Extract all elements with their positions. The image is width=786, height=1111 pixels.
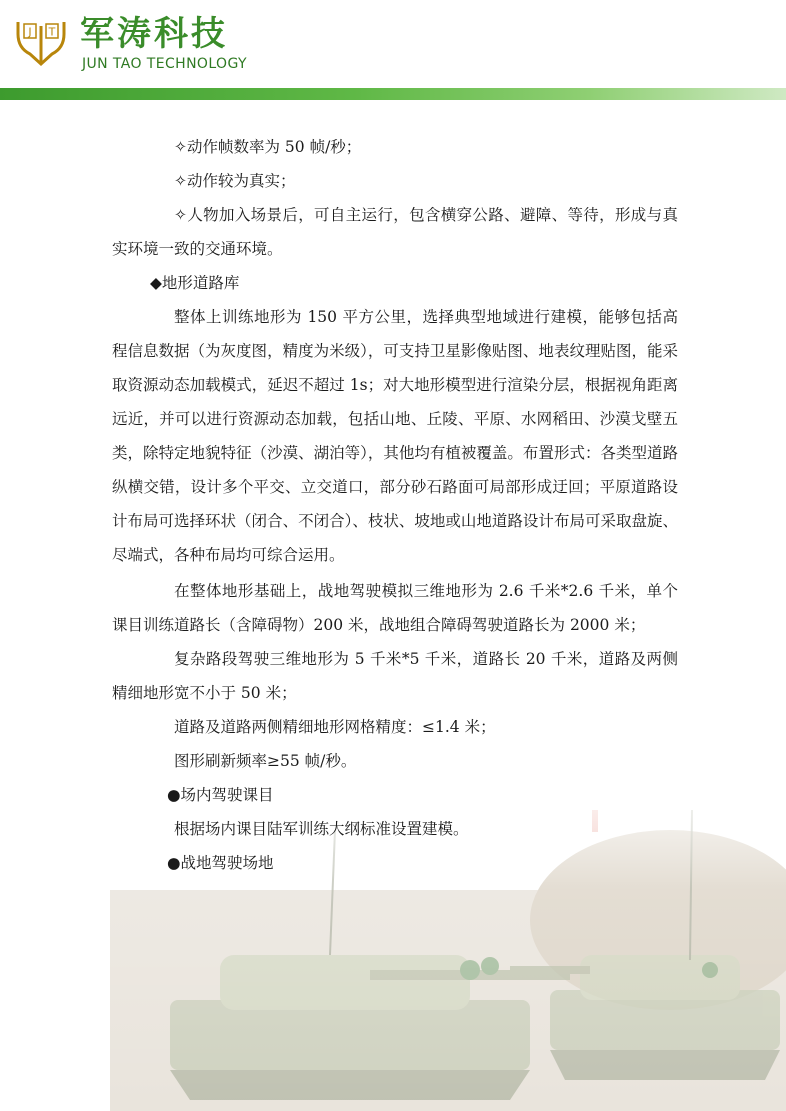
brand-name-cn: 军涛科技 xyxy=(80,14,228,54)
logo-letter-j: J xyxy=(28,25,32,39)
section-heading-battlefield-site: ●战地驾驶场地 xyxy=(167,854,274,872)
company-logo-icon xyxy=(10,18,72,70)
paragraph-terrain-overview: 整体上训练地形为 150 平方公里，选择典型地域进行建模，能够包括高程信息数据（为灰度图，精度为米级），可支持卫星影像贴图、地表纹理贴图，能采取资源动态加载模式，延迟不超过 1s；对大地形模型进行渲染分层，根据视角距离远近，并可以进行资源动态加载，包括山地、丘陵、平原、水网稻田、沙漠戈壁五类，除特定地貌特征（沙漠、湖泊等），其他均有植被覆盖。布置形式：各类型道路纵横交错，设计多个平交、立交道口，部分砂石路面可局部形成迂回；平原道路设计布局可选择环状（闭合、不闭合）、枝状、坡地或山地道路设计布局可采取盘旋、尽端式，各种布局均可综合运用。 xyxy=(112,308,678,564)
paragraph-traffic: ✧人物加入场景后，可自主运行，包含横穿公路、避障、等待，形成与真实环境一致的交通环境。 xyxy=(112,206,678,258)
section-heading-field-driving: ●场内驾驶课目 xyxy=(167,786,274,804)
paragraph-field-modeling: 根据场内课目陆军训练大纲标准设置建模。 xyxy=(174,820,469,838)
paragraph-mesh-precision: 道路及道路两侧精细地形网格精度：≤1.4 米； xyxy=(174,718,496,736)
document-body xyxy=(112,130,678,880)
brand-name-en: JUN TAO TECHNOLOGY xyxy=(82,56,247,72)
paragraph-refresh-rate: 图形刷新频率≥55 帧/秒。 xyxy=(174,752,357,770)
paragraph-complex-roads: 复杂路段驾驶三维地形为 5 千米*5 千米，道路长 20 千米，道路及两侧精细地形宽不小于 50 米； xyxy=(112,650,678,702)
section-heading-terrain: ◆地形道路库 xyxy=(150,274,240,292)
header-green-bar xyxy=(0,88,786,100)
paragraph-realism: ✧动作较为真实； xyxy=(174,172,296,190)
page-header xyxy=(0,0,786,100)
paragraph-frame-rate: ✧动作帧数率为 50 帧/秒； xyxy=(174,138,362,156)
paragraph-battlefield-terrain: 在整体地形基础上，战地驾驶模拟三维地形为 2.6 千米*2.6 千米，单个课目训练道路长（含障碍物）200 米，战地组合障碍驾驶道路长为 2000 米； xyxy=(112,582,678,634)
logo-letter-t: T xyxy=(48,25,56,39)
